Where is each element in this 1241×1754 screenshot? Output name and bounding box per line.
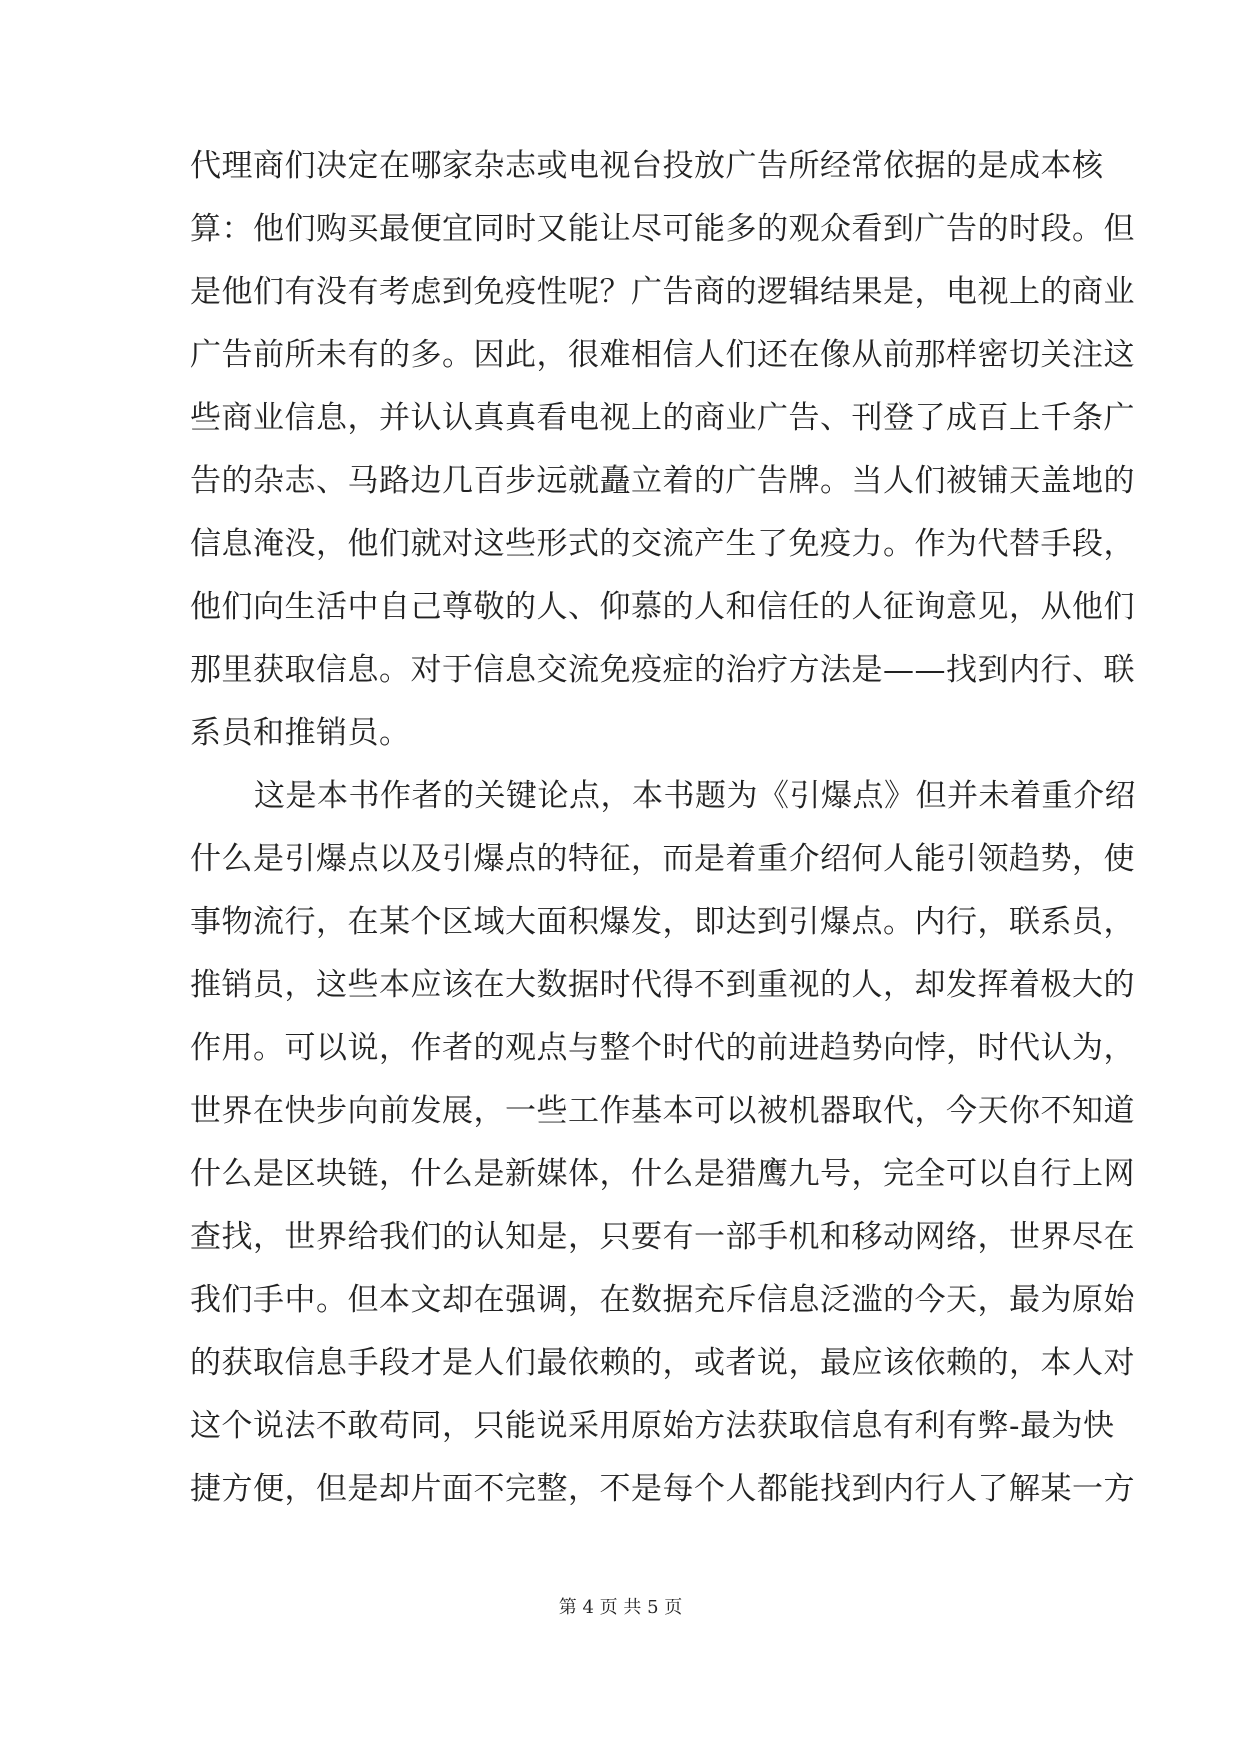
text-line: 算：他们购买最便宜同时又能让尽可能多的观众看到广告的时段。但 xyxy=(190,211,1135,247)
text-line: 捷方便，但是却片面不完整，不是每个人都能找到内行人了解某一方 xyxy=(190,1471,1135,1507)
text-line: 广告前所未有的多。因此，很难相信人们还在像从前那样密切关注这 xyxy=(190,337,1135,373)
text-line: 的获取信息手段才是人们最依赖的，或者说，最应该依赖的，本人对 xyxy=(190,1345,1135,1381)
text-line: 推销员，这些本应该在大数据时代得不到重视的人，却发挥着极大的 xyxy=(190,967,1135,1003)
text-line: 这是本书作者的关键论点，本书题为《引爆点》但并未着重介绍 xyxy=(254,778,1136,814)
text-line: 些商业信息，并认认真真看电视上的商业广告、刊登了成百上千条广 xyxy=(190,400,1135,436)
text-line: 系员和推销员。 xyxy=(190,715,411,751)
text-line: 我们手中。但本文却在强调，在数据充斥信息泛滥的今天，最为原始 xyxy=(190,1282,1135,1318)
text-line: 这个说法不敢苟同，只能说采用原始方法获取信息有利有弊-最为快 xyxy=(190,1408,1115,1444)
text-line: 查找，世界给我们的认知是，只要有一部手机和移动网络，世界尽在 xyxy=(190,1219,1135,1255)
page-number-footer: 第 4 页 共 5 页 xyxy=(558,1597,683,1618)
text-line: 告的杂志、马路边几百步远就矗立着的广告牌。当人们被铺天盖地的 xyxy=(190,463,1135,499)
text-line: 那里获取信息。对于信息交流免疫症的治疗方法是——找到内行、联 xyxy=(190,652,1135,688)
text-line: 什么是引爆点以及引爆点的特征，而是着重介绍何人能引领趋势，使 xyxy=(190,841,1135,877)
text-line: 代理商们决定在哪家杂志或电视台投放广告所经常依据的是成本核 xyxy=(190,148,1104,184)
text-line: 世界在快步向前发展，一些工作基本可以被机器取代，今天你不知道 xyxy=(190,1093,1135,1129)
text-line: 他们向生活中自己尊敬的人、仰慕的人和信任的人征询意见，从他们 xyxy=(190,589,1135,625)
text-line: 信息淹没，他们就对这些形式的交流产生了免疫力。作为代替手段， xyxy=(190,526,1135,562)
text-line: 是他们有没有考虑到免疫性呢？广告商的逻辑结果是，电视上的商业 xyxy=(190,274,1135,310)
text-line: 事物流行，在某个区域大面积爆发，即达到引爆点。内行，联系员， xyxy=(190,904,1135,940)
text-line: 作用。可以说，作者的观点与整个时代的前进趋势向悖，时代认为， xyxy=(190,1030,1135,1066)
text-line: 什么是区块链，什么是新媒体，什么是猎鹰九号，完全可以自行上网 xyxy=(190,1156,1135,1192)
